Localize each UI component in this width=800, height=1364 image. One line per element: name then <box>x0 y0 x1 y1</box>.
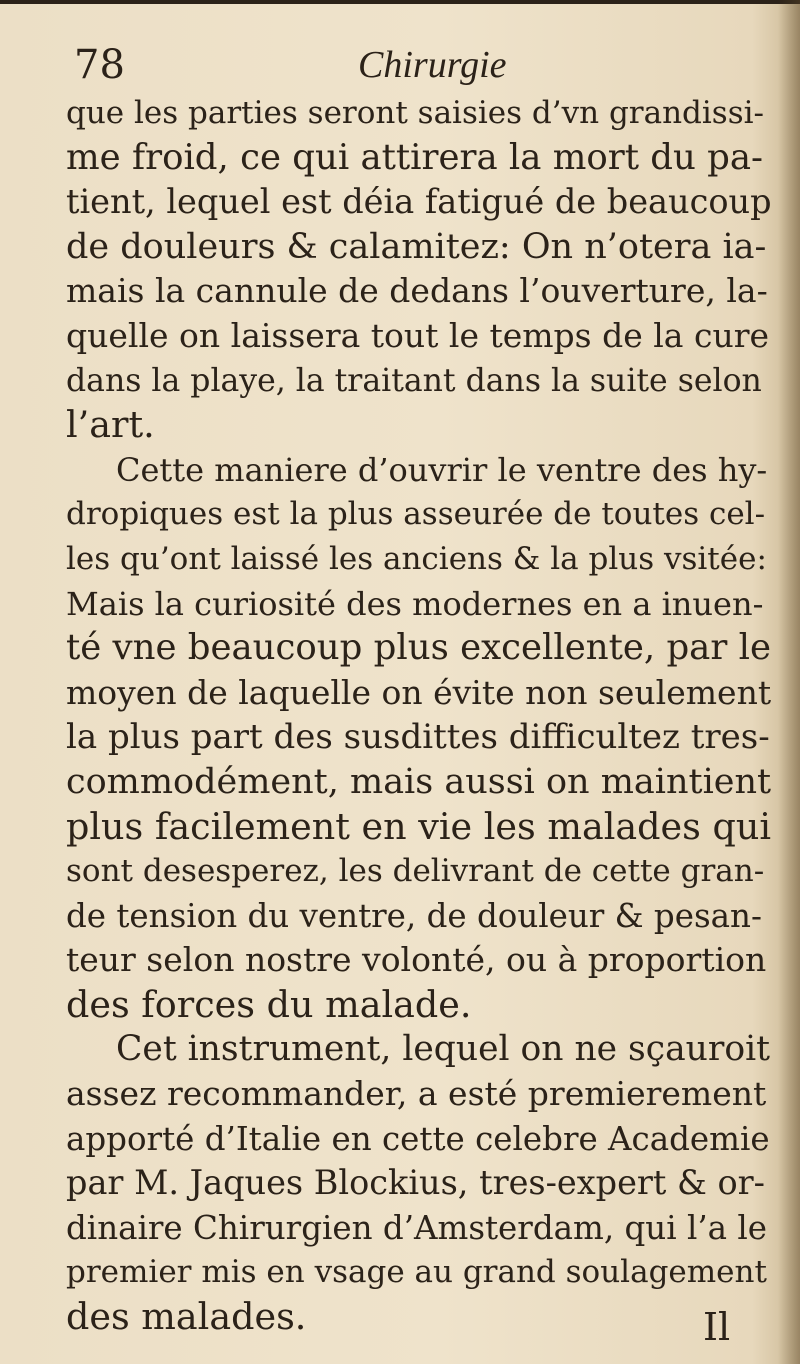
text-line: l’art. <box>66 403 155 447</box>
page-number: 78 <box>74 42 125 88</box>
text-line: quelle on laissera tout le temps de la cure <box>66 315 770 355</box>
text-line: dans la playe, la traitant dans la suite selon <box>66 362 762 399</box>
text-line: des malades. <box>66 1295 307 1339</box>
text-line: par M. Jaques Blockius, tres-expert & or- <box>66 1163 766 1203</box>
text-line: sont desesperez, les delivrant de cette gran- <box>66 853 765 890</box>
running-title: Chirurgie <box>358 44 507 86</box>
text-line: dropiques est la plus asseurée de toutes cel- <box>66 496 766 533</box>
text-line: que les parties seront saisies d’vn grandissi- <box>66 95 765 131</box>
text-line: tient, lequel est déia fatigué de beaucoup <box>66 182 772 222</box>
text-line: de douleurs & calamitez: On n’otera ia- <box>66 226 767 267</box>
paragraph-start-line: Cet instrument, lequel on ne sçauroit <box>116 1029 771 1070</box>
text-line: dinaire Chirurgien d’Amsterdam, qui l’a le <box>66 1208 768 1247</box>
text-line: commodément, mais aussi on maintient <box>66 761 772 802</box>
page-edge-shadow <box>778 0 800 1364</box>
text-line: premier mis en vsage au grand soulagement <box>66 1254 767 1291</box>
text-line: des forces du malade. <box>66 982 472 1026</box>
text-line: les qu’ont laissé les anciens & la plus vsitée: <box>66 540 767 577</box>
text-line: assez recommander, a esté premierement <box>66 1074 767 1114</box>
paragraph-start-line: Cette maniere d’ouvrir le ventre des hy- <box>116 450 768 489</box>
text-line: teur selon nostre volonté, ou à proportion <box>66 940 767 980</box>
text-line: de tension du ventre, de douleur & pesan- <box>66 896 762 935</box>
text-line: Mais la curiosité des modernes en a inuen- <box>66 584 764 623</box>
text-line: plus facilement en vie les malades qui <box>66 804 771 848</box>
catchword: Il <box>703 1305 731 1349</box>
page-header <box>68 40 768 90</box>
body-text <box>66 91 772 1340</box>
text-line: moyen de laquelle on évite non seulement <box>66 672 772 712</box>
top-border <box>0 0 800 4</box>
text-line: me froid, ce qui attirera la mort du pa- <box>66 136 764 178</box>
text-line: mais la cannule de dedans l’ouverture, la- <box>66 271 768 311</box>
text-line: la plus part des susdittes difficultez tres- <box>66 717 770 758</box>
text-line: apporté d’Italie en cette celebre Academie <box>66 1119 770 1158</box>
text-line: té vne beaucoup plus excellente, par le <box>66 627 771 669</box>
